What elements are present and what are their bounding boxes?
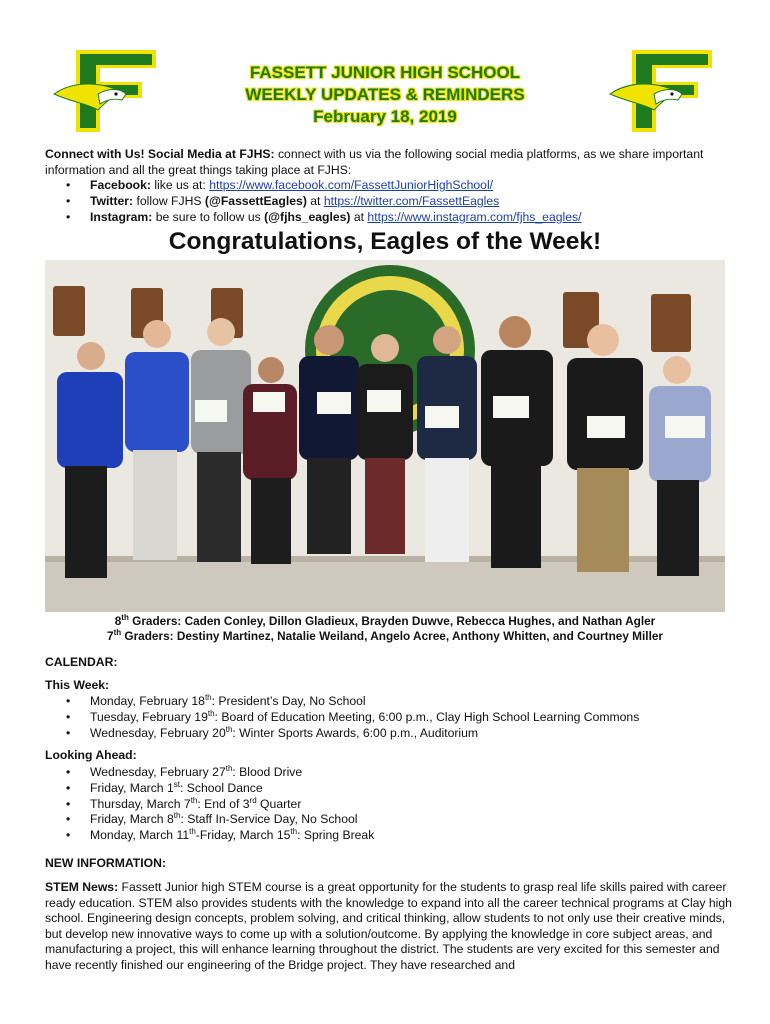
eagles-of-week-photo [45,260,725,612]
calendar-item: • Thursday, March 7th: End of 3rd Quarter [66,795,302,811]
instagram-link[interactable]: https://www.instagram.com/fjhs_eagles/ [367,210,582,224]
congrats-title: Congratulations, Eagles of the Week! [168,228,602,255]
new-info-heading: NEW INFORMATION: [45,856,166,870]
calendar-item: • Friday, March 1st: School Dance [66,779,263,795]
social-facebook: • Facebook: like us at: https://www.facebook.com/FassettJuniorHighSchool/ [66,178,494,192]
newsletter-title: WEEKLY UPDATES & REMINDERS [245,85,525,104]
newsletter-date: February 18, 2019 [313,107,457,126]
caption-7th-graders: 7th Graders: Destiny Martinez, Natalie Weiland, Angelo Acree, Anthony Whitten, and Courtney Miller [107,628,663,643]
looking-ahead-label: Looking Ahead: [45,748,137,762]
calendar-item: • Monday, March 11th-Friday, March 15th: Spring Break [66,826,375,842]
school-name: FASSETT JUNIOR HIGH SCHOOL [249,63,521,82]
this-week-label: This Week: [45,678,110,692]
social-intro: Connect with Us! Social Media at FJHS: connect with us via the following social media platforms, as we share important information and all the great things taking place at FJHS: [45,147,704,177]
stem-news-paragraph: STEM News: Fassett Junior high STEM course is a great opportunity for the students to grasp real life skills paired with career ready education. STEM also provides students with the knowledge to expand into all the career technical programs at Clay high school. Engineering design concepts, problem solving, and critical thinking, allow students to not only use their creative minds, but develop new innovative ways to come up with a solution/outcome. By applying the knowledge in core subject areas, and manufacturing a project, this will enhance learning throughout the district. The students are very excited for this semester and have recently finished our engineering of the Bridge project. They have researched and [45,880,732,972]
caption-8th-graders: 8th Graders: Caden Conley, Dillon Gladieux, Brayden Duwve, Rebecca Hughes, and Nathan Agler [114,613,656,628]
calendar-item: • Monday, February 18th: President’s Day, No School [66,692,366,708]
calendar-item: • Wednesday, February 27th: Blood Drive [66,763,303,779]
calendar-heading: CALENDAR: [45,655,118,669]
social-instagram: • Instagram: be sure to follow us (@fjhs_eagles) at https://www.instagram.com/fjhs_eagles/ [66,210,582,224]
facebook-link[interactable]: https://www.facebook.com/FassettJuniorHighSchool/ [209,178,494,192]
calendar-item: • Friday, March 8th: Staff In-Service Day, No School [66,810,358,826]
twitter-link[interactable]: https://twitter.com/FassettEagles [323,194,500,208]
calendar-item: • Tuesday, February 19th: Board of Education Meeting, 6:00 p.m., Clay High School Learning Commons [66,708,640,724]
social-twitter: • Twitter: follow FJHS (@FassettEagles) at https://twitter.com/FassettEagles [66,194,500,208]
calendar-item: • Wednesday, February 20th: Winter Sports Awards, 6:00 p.m., Auditorium [66,724,479,740]
